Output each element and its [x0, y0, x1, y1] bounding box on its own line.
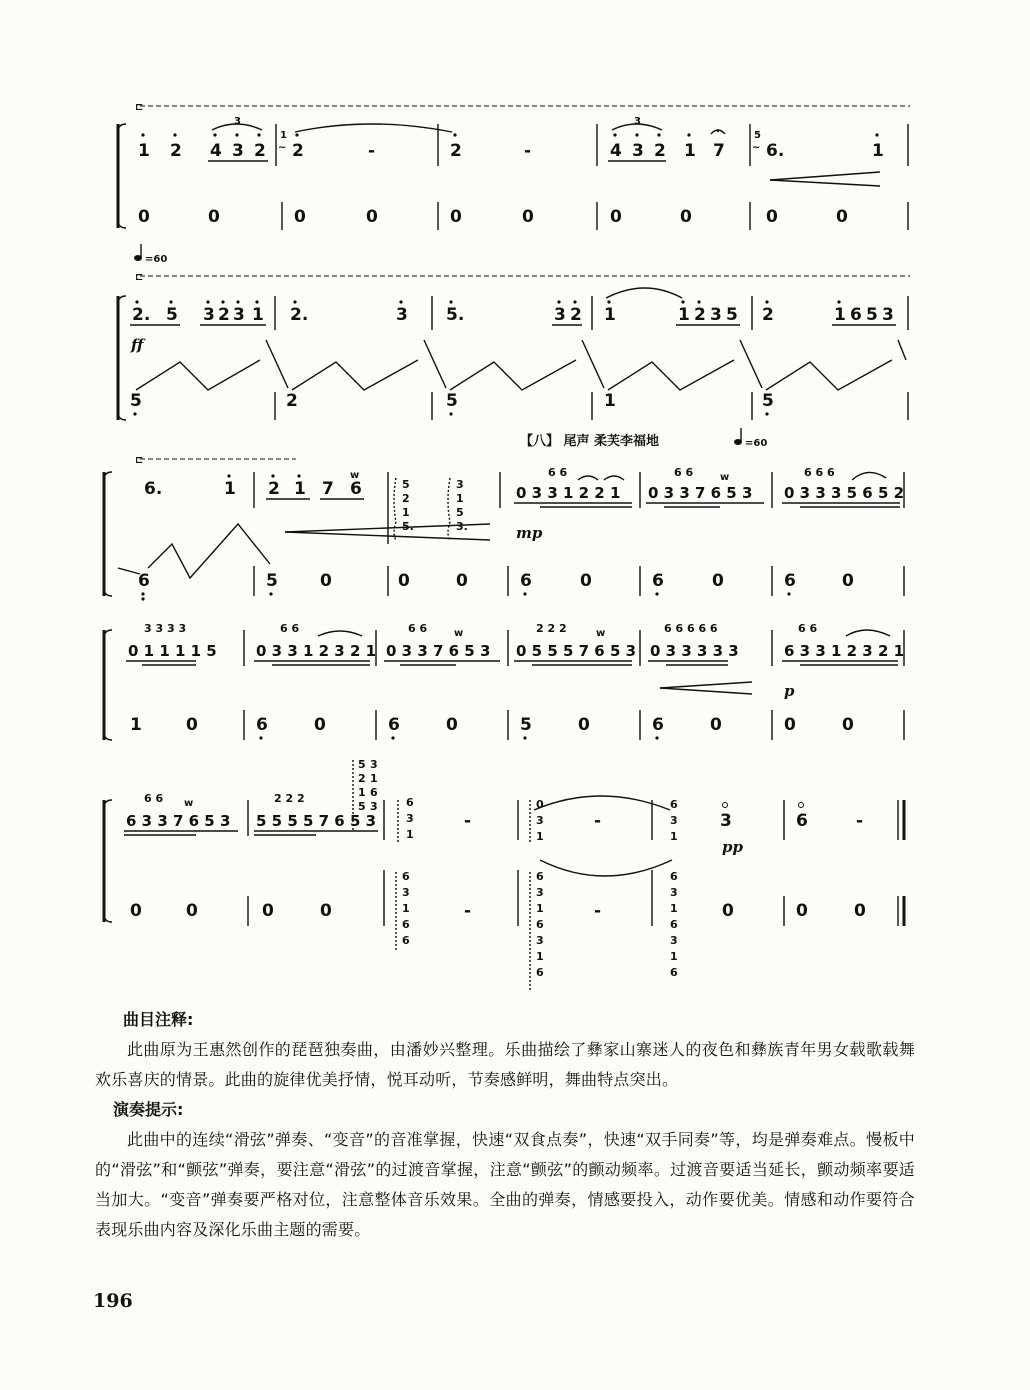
svg-text:1: 1 — [678, 305, 690, 325]
svg-text:6: 6 — [670, 966, 678, 979]
svg-text:-: - — [594, 901, 602, 921]
svg-text:1: 1 — [834, 305, 846, 325]
note: 6. — [766, 141, 785, 161]
svg-text:2: 2 — [570, 305, 582, 325]
svg-text:~: ~ — [278, 142, 287, 153]
svg-text:~: ~ — [752, 142, 761, 153]
svg-text:2: 2 — [402, 492, 410, 505]
svg-text:5: 5 — [166, 305, 178, 325]
notes-heading-annotation: 曲目注释: — [123, 1010, 194, 1029]
note: 1 — [684, 141, 696, 161]
svg-text:6: 6 — [402, 870, 410, 883]
svg-text:3: 3 — [720, 811, 732, 831]
svg-text:=60: =60 — [745, 438, 768, 449]
note: 1 — [138, 141, 150, 161]
svg-text:【八】 尾声 柔芙李福地: 【八】 尾声 柔芙李福地 — [520, 434, 660, 449]
svg-text:0: 0 — [446, 715, 458, 735]
svg-text:6 6: 6 6 — [548, 466, 568, 479]
note: 7 — [713, 141, 725, 161]
svg-text:0: 0 — [138, 207, 150, 227]
note: 4 — [610, 141, 622, 161]
svg-text:6: 6 — [536, 966, 544, 979]
svg-text:6: 6 — [350, 479, 362, 499]
svg-text:1: 1 — [224, 479, 236, 499]
svg-text:3 3 3 3: 3 3 3 3 — [144, 622, 187, 635]
svg-text:3: 3 — [710, 305, 722, 325]
svg-text:3: 3 — [402, 886, 410, 899]
svg-text:5: 5 — [402, 478, 410, 491]
svg-text:3: 3 — [882, 305, 894, 325]
svg-text:1: 1 — [536, 950, 544, 963]
arpeggio-lines — [136, 340, 906, 390]
svg-text:6: 6 — [520, 571, 532, 591]
dynamic-mp: mp — [516, 524, 543, 542]
svg-text:1: 1 — [402, 506, 410, 519]
svg-text:6: 6 — [388, 715, 400, 735]
svg-text:3: 3 — [456, 478, 464, 491]
svg-text:6 6: 6 6 — [674, 466, 694, 479]
svg-text:1: 1 — [670, 830, 678, 843]
section-label — [520, 428, 767, 449]
svg-text:0: 0 — [262, 901, 274, 921]
svg-text:3: 3 — [634, 116, 641, 127]
svg-text:2: 2 — [268, 479, 280, 499]
svg-text:6: 6 — [138, 571, 150, 591]
svg-text:6.: 6. — [144, 479, 163, 499]
svg-text:1: 1 — [670, 902, 678, 915]
svg-text:0: 0 — [208, 207, 220, 227]
svg-text:1: 1 — [280, 130, 287, 141]
notes-heading-performance: 演奏提示: — [113, 1100, 184, 1119]
score-system-3 — [104, 455, 904, 601]
svg-text:0: 0 — [130, 901, 142, 921]
note: 2 — [654, 141, 666, 161]
svg-text:w: w — [720, 472, 730, 483]
note: 2 — [170, 141, 182, 161]
tempo-marking — [134, 244, 167, 265]
svg-text:5: 5 — [520, 715, 532, 735]
svg-text:0: 0 — [536, 798, 544, 811]
svg-text:1: 1 — [536, 902, 544, 915]
svg-text:3: 3 — [670, 934, 678, 947]
svg-text:0: 0 — [366, 207, 378, 227]
svg-text:5: 5 — [358, 800, 366, 813]
svg-text:0: 0 — [314, 715, 326, 735]
svg-text:1: 1 — [406, 828, 414, 841]
svg-text:6: 6 — [536, 870, 544, 883]
svg-text:1: 1 — [670, 950, 678, 963]
note: 3 — [632, 141, 644, 161]
note: 1 — [872, 141, 884, 161]
svg-text:6: 6 — [670, 870, 678, 883]
dynamic-ff: ff — [131, 336, 144, 354]
svg-text:3: 3 — [406, 812, 414, 825]
svg-text:2 2 2: 2 2 2 — [274, 792, 305, 805]
svg-text:2: 2 — [218, 305, 230, 325]
svg-text:0: 0 — [836, 207, 848, 227]
note: 2 — [254, 141, 266, 161]
svg-text:0: 0 — [610, 207, 622, 227]
rest-dash: - — [524, 141, 532, 161]
svg-text:0: 0 — [186, 715, 198, 735]
svg-text:0: 0 — [456, 571, 468, 591]
dynamic-pp: pp — [722, 838, 743, 856]
svg-text:6 6 6 6 6: 6 6 6 6 6 — [664, 622, 718, 635]
svg-text:w: w — [184, 798, 194, 809]
note: 4 — [210, 141, 222, 161]
svg-text:3: 3 — [203, 305, 215, 325]
svg-text:0 3 3 7 6 5 3: 0 3 3 7 6 5 3 — [386, 642, 491, 660]
svg-text:3: 3 — [370, 800, 378, 813]
rest-dash: - — [368, 141, 376, 161]
svg-text:1: 1 — [370, 772, 378, 785]
svg-text:6: 6 — [370, 786, 378, 799]
svg-text:-: - — [464, 901, 472, 921]
svg-text:w: w — [350, 470, 360, 481]
svg-text:6: 6 — [850, 305, 862, 325]
svg-text:0: 0 — [578, 715, 590, 735]
dashed-line-marker: ⊏ — [135, 102, 144, 113]
score-system-5 — [104, 758, 904, 990]
svg-text:1: 1 — [402, 902, 410, 915]
page-number: 196 — [93, 1290, 133, 1312]
svg-text:=60: =60 — [145, 254, 168, 265]
svg-text:3.: 3. — [456, 520, 468, 533]
svg-text:5: 5 — [726, 305, 738, 325]
svg-text:0: 0 — [450, 207, 462, 227]
svg-text:5: 5 — [266, 571, 278, 591]
svg-text:0: 0 — [710, 715, 722, 735]
svg-text:1: 1 — [604, 391, 616, 411]
svg-text:5: 5 — [866, 305, 878, 325]
svg-text:5.: 5. — [446, 305, 465, 325]
svg-text:0: 0 — [722, 901, 734, 921]
svg-text:3: 3 — [670, 886, 678, 899]
svg-text:6: 6 — [670, 798, 678, 811]
svg-text:w: w — [454, 628, 464, 639]
note: 2 — [292, 141, 304, 161]
svg-text:1: 1 — [252, 305, 264, 325]
svg-text:0: 0 — [842, 715, 854, 735]
score-system-2 — [118, 272, 910, 420]
svg-text:0 3 3 3 5 6 5 2: 0 3 3 3 5 6 5 2 — [784, 484, 905, 502]
note: 2 — [450, 141, 462, 161]
tie — [295, 124, 452, 132]
svg-text:3: 3 — [396, 305, 408, 325]
svg-text:-: - — [856, 811, 864, 831]
svg-text:6 6: 6 6 — [280, 622, 300, 635]
svg-text:0 3 3 3 3 3: 0 3 3 3 3 3 — [650, 642, 739, 660]
svg-text:3: 3 — [233, 305, 245, 325]
svg-text:1: 1 — [358, 786, 366, 799]
svg-text:⊏: ⊏ — [135, 272, 144, 283]
svg-text:1: 1 — [536, 830, 544, 843]
svg-text:5: 5 — [456, 506, 464, 519]
svg-text:6: 6 — [784, 571, 796, 591]
svg-text:1: 1 — [130, 715, 142, 735]
svg-text:0: 0 — [522, 207, 534, 227]
svg-text:3: 3 — [554, 305, 566, 325]
svg-text:3: 3 — [536, 886, 544, 899]
svg-text:3: 3 — [370, 758, 378, 771]
svg-text:1: 1 — [294, 479, 306, 499]
svg-text:0: 0 — [784, 715, 796, 735]
svg-text:0: 0 — [854, 901, 866, 921]
svg-text:5: 5 — [754, 130, 761, 141]
svg-text:2: 2 — [694, 305, 706, 325]
svg-text:6 6: 6 6 — [798, 622, 818, 635]
svg-text:6 3 3 7 6 5 3: 6 3 3 7 6 5 3 — [126, 812, 231, 830]
svg-text:5.: 5. — [402, 520, 414, 533]
notes-section — [95, 1005, 915, 1245]
svg-text:5: 5 — [762, 391, 774, 411]
svg-text:-: - — [464, 811, 472, 831]
svg-text:6 3 3 1 2 3 2 1: 6 3 3 1 2 3 2 1 — [784, 642, 905, 660]
svg-text:0: 0 — [320, 901, 332, 921]
svg-text:0: 0 — [712, 571, 724, 591]
svg-text:3: 3 — [234, 116, 241, 127]
svg-text:0: 0 — [766, 207, 778, 227]
svg-text:0: 0 — [398, 571, 410, 591]
score-system-1 — [118, 102, 910, 230]
svg-text:2: 2 — [286, 391, 298, 411]
svg-text:1: 1 — [604, 305, 616, 325]
svg-text:2: 2 — [358, 772, 366, 785]
svg-text:6: 6 — [536, 918, 544, 931]
svg-text:0: 0 — [580, 571, 592, 591]
svg-text:⊏: ⊏ — [135, 455, 144, 466]
svg-text:6: 6 — [796, 811, 808, 831]
svg-text:0 5 5 5 7 6 5 3: 0 5 5 5 7 6 5 3 — [516, 642, 637, 660]
svg-text:6 6: 6 6 — [408, 622, 428, 635]
svg-text:0 3 3 7 6 5 3: 0 3 3 7 6 5 3 — [648, 484, 753, 502]
svg-text:6: 6 — [402, 934, 410, 947]
svg-text:7: 7 — [322, 479, 334, 499]
svg-text:1: 1 — [456, 492, 464, 505]
bottom-staff-1 — [138, 202, 908, 230]
svg-text:0: 0 — [796, 901, 808, 921]
svg-text:6 6 6: 6 6 6 — [804, 466, 835, 479]
svg-text:6 6: 6 6 — [144, 792, 164, 805]
svg-text:6: 6 — [670, 918, 678, 931]
svg-text:6: 6 — [402, 918, 410, 931]
svg-text:0: 0 — [294, 207, 306, 227]
svg-text:2.: 2. — [132, 305, 151, 325]
svg-text:6: 6 — [406, 796, 414, 809]
svg-text:0: 0 — [320, 571, 332, 591]
svg-text:0: 0 — [186, 901, 198, 921]
svg-text:w: w — [596, 628, 606, 639]
svg-text:6: 6 — [256, 715, 268, 735]
svg-text:3: 3 — [536, 934, 544, 947]
svg-text:5: 5 — [358, 758, 366, 771]
svg-text:0 3 3 1 2 2 1: 0 3 3 1 2 2 1 — [516, 484, 621, 502]
svg-text:0 1 1 1 1 5: 0 1 1 1 1 5 — [128, 642, 217, 660]
svg-text:6: 6 — [652, 715, 664, 735]
svg-text:2.: 2. — [290, 305, 309, 325]
svg-text:0: 0 — [842, 571, 854, 591]
svg-text:3: 3 — [536, 814, 544, 827]
svg-text:0: 0 — [680, 207, 692, 227]
svg-text:6: 6 — [652, 571, 664, 591]
svg-text:2: 2 — [762, 305, 774, 325]
svg-text:5: 5 — [130, 391, 142, 411]
notes-paragraph-performance: 此曲中的连续“滑弦”弹奏、“变音”的音准掌握，快速“双食点奏”，快速“双手同奏”等，均是弹奏难点。慢板中的“滑弦”和“颤弦”弹奏，要注意“滑弦”的过渡音掌握，注意“颤弦”的颤动频率。过渡音要适当延长，颤动频率要适当加大。“变音”弹奏要严格对位，注意整体音乐效果。全曲的弹奏，情感要投入，动作要优美。情感和动作要符合表现乐曲内容及深化乐曲主题的需要。 — [95, 1130, 915, 1239]
svg-text:3: 3 — [670, 814, 678, 827]
svg-text:5: 5 — [446, 391, 458, 411]
svg-text:2 2 2: 2 2 2 — [536, 622, 567, 635]
svg-text:-: - — [594, 811, 602, 831]
note: 3 — [232, 141, 244, 161]
svg-text:0 3 3 1 2 3 2 1: 0 3 3 1 2 3 2 1 — [256, 642, 377, 660]
svg-text:5 5 5 5 7 6 5 3: 5 5 5 5 7 6 5 3 — [256, 812, 377, 830]
notes-paragraph-annotation: 此曲原为王惠然创作的琵琶独奏曲，由潘妙兴整理。乐曲描绘了彝家山寨迷人的夜色和彝族青年男女载歌载舞欢乐喜庆的情景。此曲的旋律优美抒情，悦耳动听，节奏感鲜明，舞曲特点突出。 — [95, 1040, 915, 1089]
score-system-4 — [104, 622, 904, 740]
dynamic-p: p — [784, 682, 795, 700]
